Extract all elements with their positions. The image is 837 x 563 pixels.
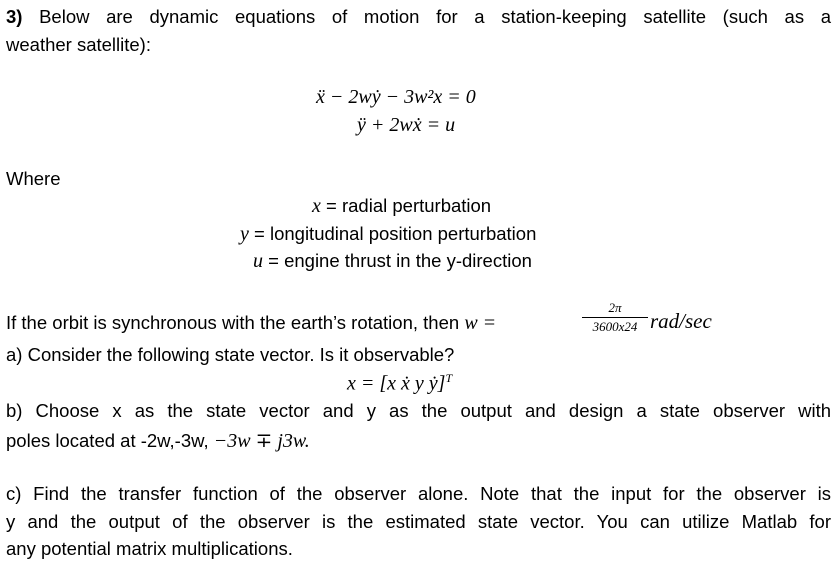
fraction-denominator: 3600x24 (592, 319, 638, 334)
fraction-numerator: 2π (608, 300, 622, 315)
orbit-text (6, 312, 496, 335)
orbit-sentence: If the orbit is synchronous with the earth’s rotation, then (6, 312, 465, 333)
fraction-bar (582, 317, 648, 318)
definition-longitudinal-text: = longitudinal position perturbation (248, 223, 537, 244)
symbol-x: x (312, 195, 321, 217)
equation-1: ẍ − 2wẏ − 3w²x = 0 (316, 86, 476, 108)
problem-number: 3) (6, 6, 23, 27)
intro-text: Below are dynamic equations of motion for a station-keeping satellite (such as a (39, 6, 832, 27)
equation-2: ÿ + 2wẋ = u (357, 114, 456, 136)
orbit-fraction (582, 300, 648, 335)
state-vector (347, 371, 452, 396)
where-label: Where (6, 168, 61, 189)
part-c-line-1: c) Find the transfer function of the observer alone. Note that the input for the observer is (6, 483, 831, 504)
intro-line-1 (6, 6, 831, 28)
definition-thrust (253, 250, 532, 273)
orbit-unit: rad/sec (650, 309, 712, 333)
intro-line-2: weather satellite): (6, 34, 151, 55)
part-c-line-2: y and the output of the observer is the estimated state vector. You can utilize Matlab for (6, 511, 831, 532)
part-b-line-1: b) Choose x as the state vector and y as the output and design a state observer with (6, 400, 831, 421)
symbol-u: u (253, 250, 263, 272)
transpose-superscript: T (445, 371, 453, 385)
part-c-line-3: any potential matrix multiplications. (6, 538, 293, 559)
definition-radial (312, 195, 491, 218)
part-b-poles-text: poles located at -2w,-3w, (6, 430, 214, 451)
part-b-line-2 (6, 428, 310, 453)
definition-longitudinal (240, 223, 536, 246)
part-b-poles-math: −3w ∓ j3w. (213, 430, 310, 452)
definition-thrust-text: = engine thrust in the y-direction (263, 250, 532, 271)
part-a-question: a) Consider the following state vector. Is it observable? (6, 344, 455, 365)
state-vector-text: x = [x ẋ y ẏ] (347, 372, 446, 395)
orbit-lhs: w = (464, 312, 497, 334)
symbol-y: y (240, 223, 249, 245)
definition-radial-text: = radial perturbation (320, 195, 492, 216)
